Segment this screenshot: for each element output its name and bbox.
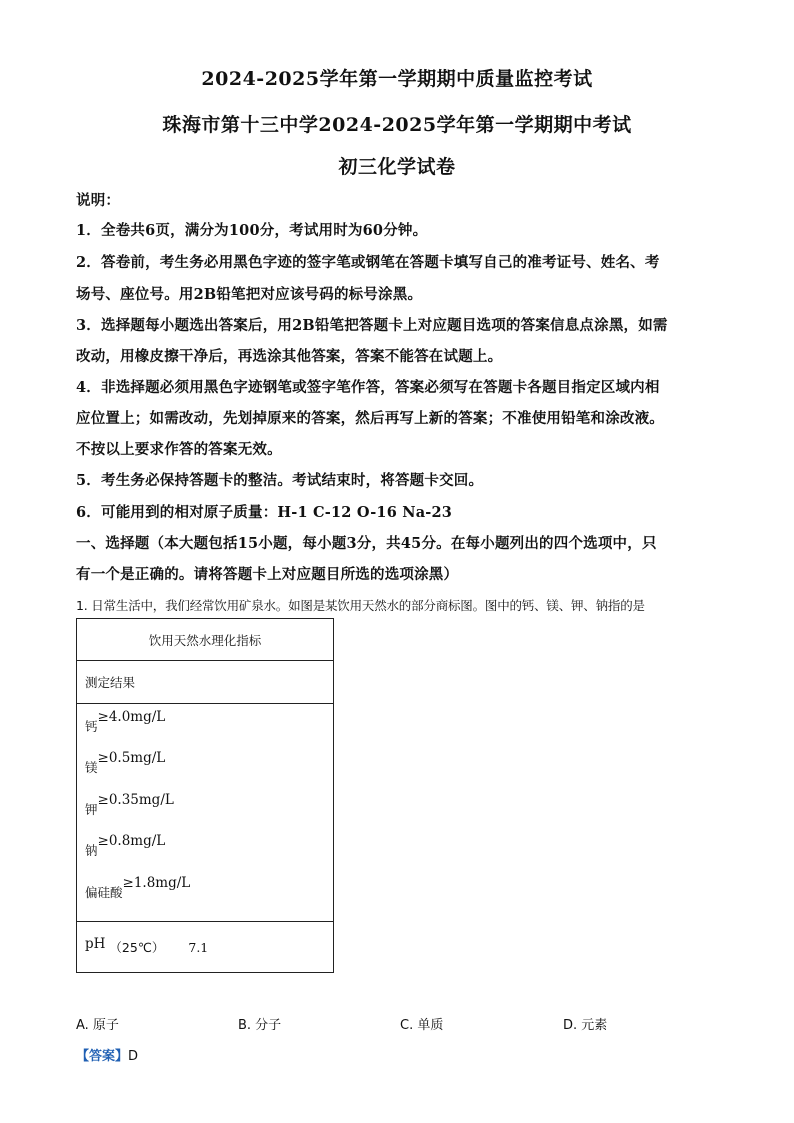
instructions-heading: 说明： (76, 192, 121, 209)
instruction-line: 不按以上要求作答的答案无效。 (76, 441, 282, 458)
option-b: B. 分子 (238, 1018, 282, 1033)
school-exam-title: 珠海市第十三中学2024-2025学年第一学期期中考试 (162, 114, 632, 136)
item-value: ≥0.8mg/L (97, 833, 166, 850)
water-label-table (76, 618, 334, 973)
table-row (85, 833, 325, 875)
item-name: 镁 (85, 760, 98, 776)
instruction-line: 场号、座位号。用2B铅笔把对应该号码的标号涂黑。 (76, 286, 423, 303)
ph-value: 7.1 (188, 940, 209, 955)
exam-title: 2024-2025学年第一学期期中质量监控考试 (201, 68, 593, 90)
option-d: D. 元素 (563, 1018, 608, 1033)
table-items-cell (77, 704, 334, 922)
table-row (85, 750, 325, 792)
answer-line (76, 1045, 138, 1064)
item-name: 偏硅酸 (85, 884, 123, 900)
item-value: ≥0.5mg/L (97, 750, 166, 767)
item-name: 钙 (85, 718, 98, 734)
atomic-mass-line: 6．可能用到的相对原子质量：H-1 C-12 O-16 Na-23 (76, 504, 453, 521)
item-name: 钾 (85, 801, 98, 817)
question-1-stem: 1. 日常生活中，我们经常饮用矿泉水。如图是某饮用天然水的部分商标图。图中的钙、镁、钾、钠指的是 (76, 598, 645, 613)
instruction-line: 1．全卷共6页，满分为100分，考试用时为60分钟。 (76, 222, 428, 239)
instruction-line: 应位置上；如需改动，先划掉原来的答案，然后再写上新的答案；不准使用铅笔和涂改液。 (76, 410, 664, 427)
instruction-line: 4．非选择题必须用黑色字迹钢笔或签字笔作答，答案必须写在答题卡各题目指定区域内相 (76, 379, 660, 396)
item-value: ≥4.0mg/L (97, 708, 166, 725)
option-c: C. 单质 (400, 1018, 444, 1033)
table-row (85, 709, 325, 751)
answer-value: D (128, 1049, 139, 1064)
item-value: ≥0.35mg/L (97, 791, 174, 808)
section-heading: 一、选择题（本大题包括15小题，每小题3分，共45分。在每小题列出的四个选项中，只 (76, 535, 657, 552)
instruction-line: 5．考生务必保持答题卡的整洁。考试结束时，将答题卡交回。 (76, 472, 484, 489)
ph-temperature: （25℃） (109, 940, 165, 955)
ph-cell (77, 922, 334, 973)
item-value: ≥1.8mg/L (122, 874, 191, 891)
instruction-line: 2．答卷前，考生务必用黑色字迹的签字笔或钢笔在答题卡填写自己的准考证号、姓名、考 (76, 254, 660, 271)
section-heading-cont: 有一个是正确的。请将答题卡上对应题目所选的选项涂黑） (76, 566, 459, 583)
instruction-line: 3．选择题每小题选出答案后，用2B铅笔把答题卡上对应题目选项的答案信息点涂黑，如需 (76, 317, 668, 334)
paper-subject-title: 初三化学试卷 (338, 156, 456, 178)
option-a: A. 原子 (76, 1018, 119, 1033)
instruction-line: 改动，用橡皮擦干净后，再选涂其他答案，答案不能答在试题上。 (76, 348, 503, 365)
table-row (85, 792, 325, 834)
item-name: 钠 (85, 843, 98, 859)
table-header: 饮用天然水理化指标 (77, 619, 334, 661)
answer-tag: 【答案】 (76, 1049, 129, 1064)
table-row (85, 875, 325, 917)
table-subheader: 测定结果 (77, 661, 334, 704)
ph-label: pH (85, 936, 106, 952)
